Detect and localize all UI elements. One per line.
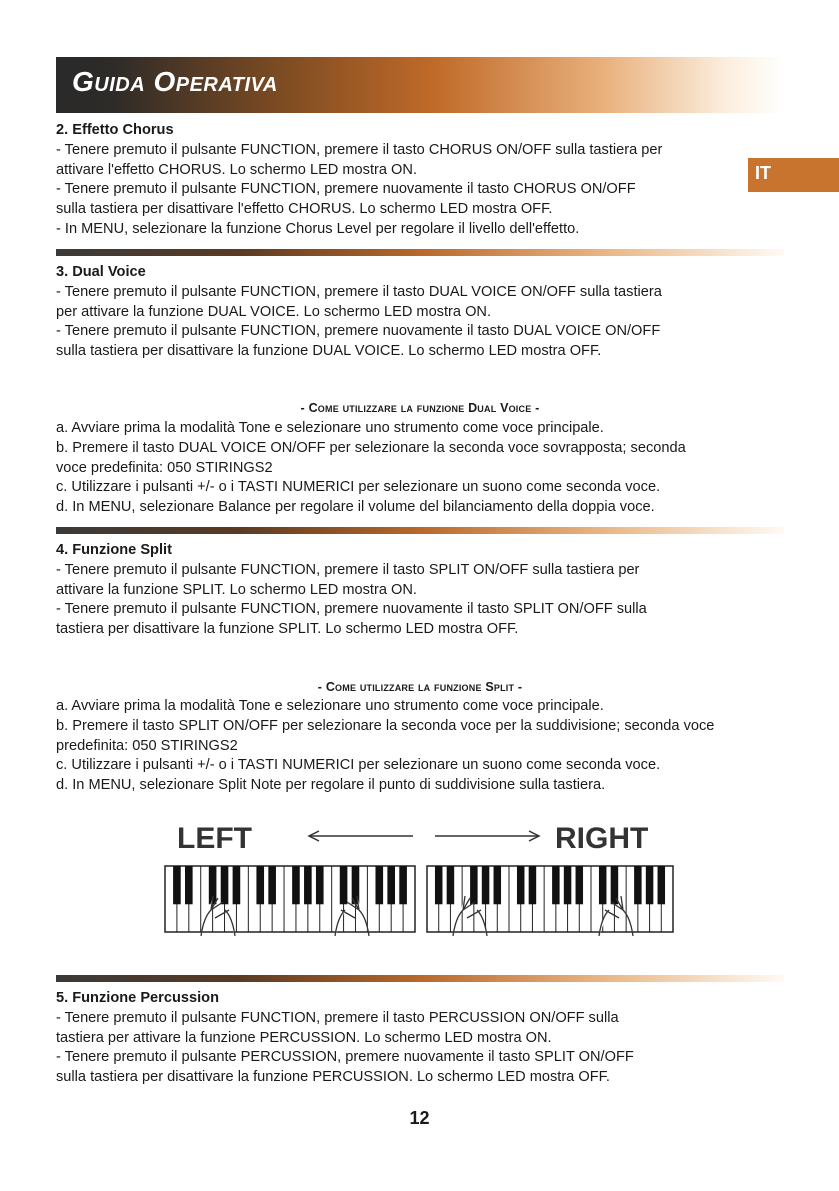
header-banner — [56, 57, 784, 113]
step-line: a. Avviare prima la modalità Tone e selezionare uno strumento come voce principale. — [56, 420, 604, 436]
text-line: tastiera per attivare la funzione PERCUSSION. Lo schermo LED mostra ON. — [56, 1029, 552, 1046]
step-line: voce predefinita: 050 STIRINGS2 — [56, 459, 273, 476]
step-line: b. Premere il tasto DUAL VOICE ON/OFF per selezionare la seconda voce sovrapposta; seconda — [56, 439, 686, 456]
section-heading: 5. Funzione Percussion — [56, 990, 219, 1006]
step-line: b. Premere il tasto SPLIT ON/OFF per selezionare la seconda voce per la suddivisione; seconda voce — [56, 717, 715, 734]
section-heading: 3. Dual Voice — [56, 264, 146, 280]
text-line: attivare l'effetto CHORUS. Lo schermo LED mostra ON. — [56, 161, 417, 178]
text-line: per attivare la funzione DUAL VOICE. Lo schermo LED mostra ON. — [56, 303, 492, 320]
section-chorus — [56, 121, 786, 240]
step-line: c. Utilizzare i pulsanti +/- o i TASTI NUMERICI per selezionare un suono come seconda voce. — [56, 479, 661, 496]
page-title: Guida Operativa — [72, 66, 278, 97]
steps-dual-voice — [56, 419, 786, 518]
text-line: - Tenere premuto il pulsante FUNCTION, premere il tasto SPLIT ON/OFF sulla tastiera per — [56, 561, 640, 578]
section-heading: 4. Funzione Split — [56, 542, 172, 558]
text-line: tastiera per disattivare la funzione SPLIT. Lo schermo LED mostra OFF. — [56, 621, 519, 638]
section-percussion — [56, 989, 786, 1088]
text-line: sulla tastiera per disattivare l'effetto CHORUS. Lo schermo LED mostra OFF. — [56, 201, 553, 218]
text-line: - Tenere premuto il pulsante PERCUSSION, premere nuovamente il tasto SPLIT ON/OFF — [56, 1049, 634, 1066]
step-line: a. Avviare prima la modalità Tone e selezionare uno strumento come voce principale. — [56, 698, 604, 714]
text-line: - Tenere premuto il pulsante FUNCTION, premere il tasto DUAL VOICE ON/OFF sulla tastiera — [56, 283, 662, 300]
text-line: - Tenere premuto il pulsante FUNCTION, premere nuovamente il tasto DUAL VOICE ON/OFF — [56, 323, 661, 340]
text-line: - Tenere premuto il pulsante FUNCTION, premere nuovamente il tasto CHORUS ON/OFF — [56, 181, 636, 198]
section-split — [56, 541, 786, 640]
step-line: c. Utilizzare i pulsanti +/- o i TASTI NUMERICI per selezionare un suono come seconda voce. — [56, 757, 661, 774]
step-line: d. In MENU, selezionare Balance per regolare il volume del bilanciamento della doppia voce. — [56, 499, 655, 516]
subheading-dual-voice: - Come utilizzare la funzione Dual Voice - — [300, 401, 540, 415]
right-arrow-icon — [435, 831, 539, 841]
text-line: - Tenere premuto il pulsante FUNCTION, premere il tasto CHORUS ON/OFF sulla tastiera per — [56, 141, 663, 158]
keyboard-split-diagram — [163, 818, 675, 938]
right-label: RIGHT — [555, 822, 649, 855]
section-divider — [56, 527, 784, 534]
section-heading: 2. Effetto Chorus — [56, 122, 174, 138]
language-tab-label: IT — [755, 163, 771, 183]
text-line: sulla tastiera per disattivare la funzione PERCUSSION. Lo schermo LED mostra OFF. — [56, 1069, 610, 1086]
section-divider — [56, 975, 784, 982]
steps-split — [56, 697, 786, 796]
section-dual-voice — [56, 263, 786, 362]
text-line: sulla tastiera per disattivare la funzione DUAL VOICE. Lo schermo LED mostra OFF. — [56, 343, 602, 360]
page-number: 12 — [409, 1108, 430, 1128]
subheading-split: - Come utilizzare la funzione Split - — [317, 680, 523, 694]
text-line: - Tenere premuto il pulsante FUNCTION, premere il tasto PERCUSSION ON/OFF sulla — [56, 1009, 619, 1026]
step-line: predefinita: 050 STIRINGS2 — [56, 737, 238, 754]
step-line: d. In MENU, selezionare Split Note per regolare il punto di suddivisione sulla tastiera. — [56, 777, 606, 794]
section-divider — [56, 249, 784, 256]
right-keyboard-icon — [427, 866, 673, 932]
left-arrow-icon — [309, 831, 413, 841]
text-line: - In MENU, selezionare la funzione Chorus Level per regolare il livello dell'effetto. — [56, 220, 580, 237]
left-keyboard-icon — [165, 866, 415, 932]
left-label: LEFT — [177, 822, 252, 855]
text-line: attivare la funzione SPLIT. Lo schermo LED mostra ON. — [56, 581, 417, 598]
text-line: - Tenere premuto il pulsante FUNCTION, premere nuovamente il tasto SPLIT ON/OFF sulla — [56, 601, 647, 618]
